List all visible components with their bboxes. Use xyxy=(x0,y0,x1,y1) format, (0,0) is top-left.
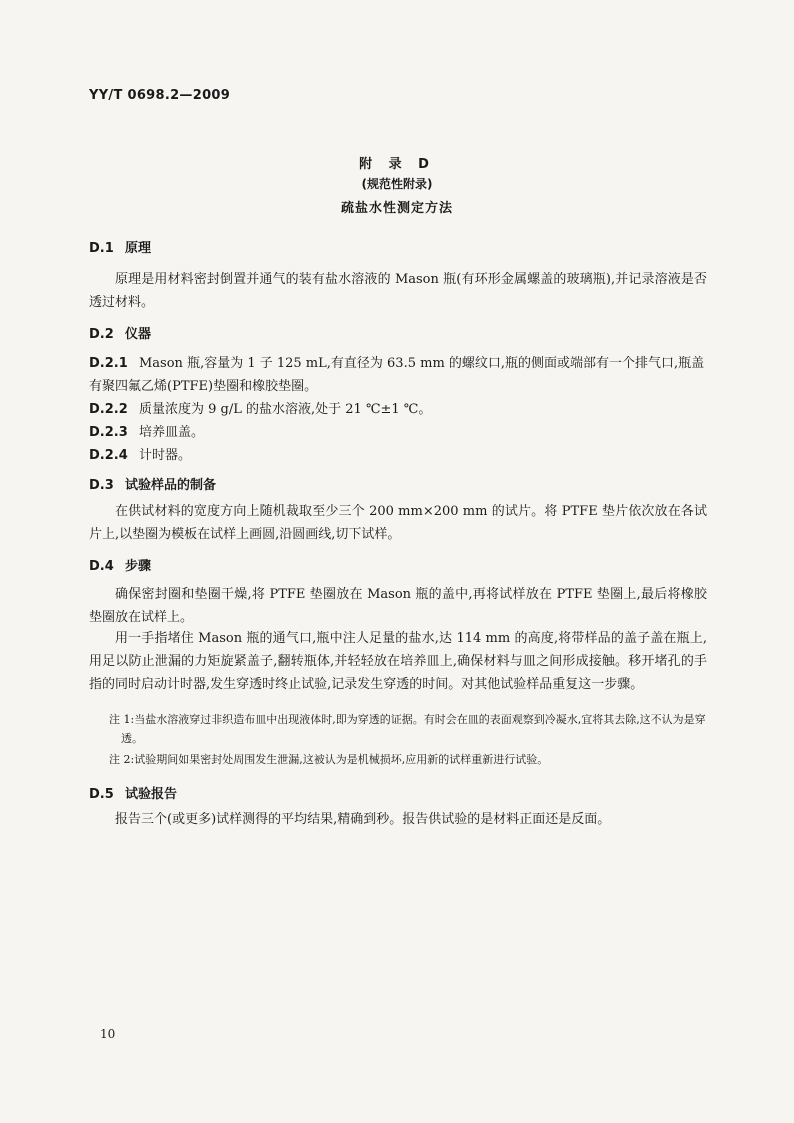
section-heading-d4 xyxy=(89,555,151,574)
list-item xyxy=(89,352,709,398)
page-number: 10 xyxy=(100,1027,116,1041)
section-title: 步骤 xyxy=(125,559,152,574)
section-number: D.1 xyxy=(89,241,114,256)
list-item xyxy=(89,398,709,421)
section-heading-d2 xyxy=(89,323,151,342)
section-title: 试验报告 xyxy=(125,787,178,802)
appendix-name: 疏盐水性测定方法 xyxy=(340,201,453,216)
list-item xyxy=(89,444,709,467)
section-heading-d3 xyxy=(89,474,216,493)
note-text: 注 2:试验期间如果密封处周围发生泄漏,这被认为是机械损坏,应用新的试样重新进行试验。 xyxy=(109,753,549,766)
item-number: D.2.3 xyxy=(89,425,128,440)
item-number: D.2.1 xyxy=(89,356,128,371)
list-item xyxy=(89,421,709,444)
section-number: D.5 xyxy=(89,787,114,802)
item-text: 质量浓度为 9 g/L 的盐水溶液,处于 21 ℃±1 ℃。 xyxy=(139,402,432,417)
section-number: D.4 xyxy=(89,559,114,574)
section-d5-body: 报告三个(或更多)试样测得的平均结果,精确到秒。报告供试验的是材料正面还是反面。 xyxy=(115,812,611,827)
section-number: D.2 xyxy=(89,327,114,342)
section-title: 原理 xyxy=(125,241,152,256)
section-d4-para2: 用一手指堵住 Mason 瓶的通气口,瓶中注人足量的盐水,达 114 mm 的高度,将带样品的盖子盖在瓶上,用足以防止泄漏的力矩旋紧盖子,翻转瓶体,并轻轻放在培养皿上,确保材料与皿之间形成接触。移开堵孔的手指的同时启动计时器,发生穿透时终止试验,记录发生穿透的时间。对其他试验样品重复这一步骤。 xyxy=(89,631,707,692)
note-2 xyxy=(89,750,709,769)
item-number: D.2.4 xyxy=(89,448,128,463)
document-code: YY/T 0698.2—2009 xyxy=(89,88,231,103)
section-d4-para1: 确保密封圈和垫圈干燥,将 PTFE 垫圈放在 Mason 瓶的盖中,再将试样放在 PTFE 垫圈上,最后将橡胶垫圈放在试样上。 xyxy=(89,587,707,625)
section-title: 试验样品的制备 xyxy=(125,478,217,493)
section-d3-body: 在供试材料的宽度方向上随机裁取至少三个 200 mm×200 mm 的试片。将 PTFE 垫片依次放在各试片上,以垫圈为模板在试样上画圆,沿圆画线,切下试样。 xyxy=(89,504,707,542)
item-text: 培养皿盖。 xyxy=(139,425,205,440)
section-title: 仪器 xyxy=(125,327,152,342)
note-1 xyxy=(89,710,709,748)
note-text: 注 1:当盐水溶液穿过非织造布皿中出现液体时,即为穿透的证据。有时会在皿的表面观察到冷凝水,宜将其去除,这不认为是穿透。 xyxy=(109,713,706,745)
section-heading-d1 xyxy=(89,237,151,256)
item-number: D.2.2 xyxy=(89,402,128,417)
item-text: 计时器。 xyxy=(139,448,192,463)
section-number: D.3 xyxy=(89,478,114,493)
section-d1-body: 原理是用材料密封倒置并通气的装有盐水溶液的 Mason 瓶(有环形金属螺盖的玻璃瓶),并记录溶液是否透过材料。 xyxy=(89,272,707,310)
appendix-type: (规范性附录) xyxy=(361,177,433,191)
appendix-title: 附 录 D xyxy=(359,157,435,172)
item-text: Mason 瓶,容量为 1 子 125 mL,有直径为 63.5 mm 的螺纹口,瓶的侧面或端部有一个排气口,瓶盖有聚四氟乙烯(PTFE)垫圈和橡胶垫圈。 xyxy=(89,356,705,394)
section-heading-d5 xyxy=(89,783,177,802)
